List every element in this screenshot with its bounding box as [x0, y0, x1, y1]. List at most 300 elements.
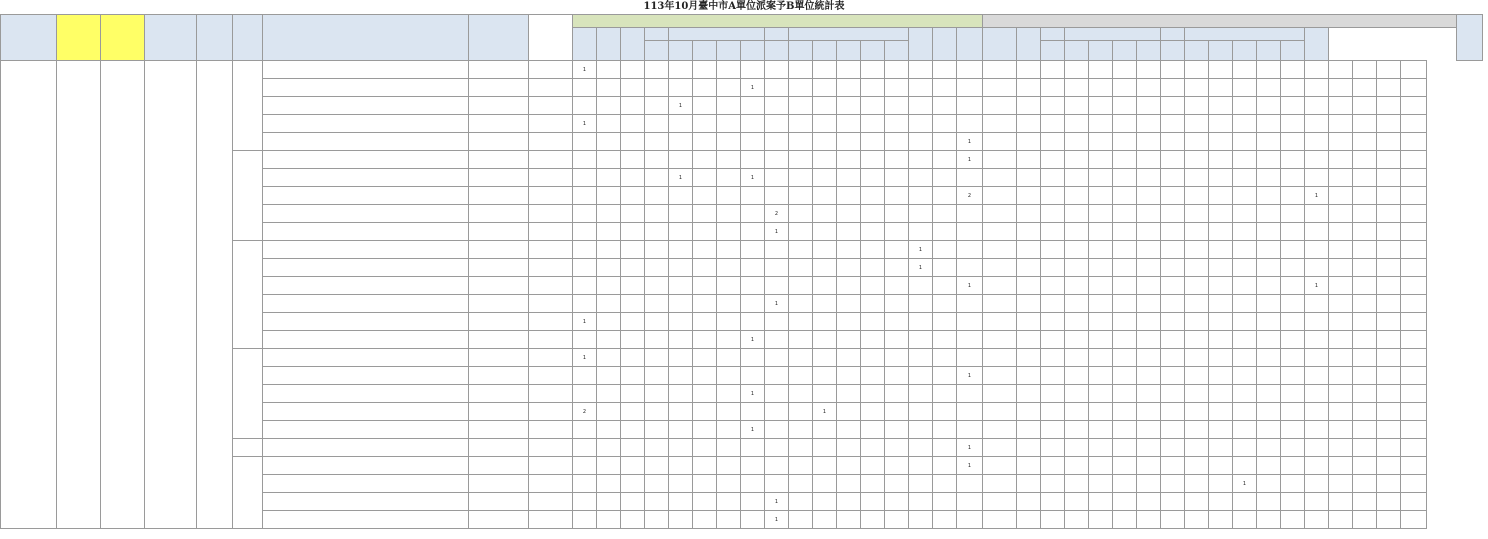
- dispatch-cell[interactable]: [789, 313, 813, 331]
- status-cell[interactable]: [1329, 511, 1353, 529]
- status-cell[interactable]: [1017, 205, 1041, 223]
- status-cell[interactable]: [1305, 97, 1329, 115]
- status-cell[interactable]: [1377, 79, 1401, 97]
- dispatch-cell[interactable]: [813, 367, 837, 385]
- status-cell[interactable]: [1233, 277, 1257, 295]
- dispatch-cell[interactable]: 2: [573, 403, 597, 421]
- status-cell[interactable]: [957, 511, 983, 529]
- status-cell[interactable]: [1233, 331, 1257, 349]
- status-cell[interactable]: [1305, 295, 1329, 313]
- status-cell[interactable]: [1185, 169, 1209, 187]
- status-cell[interactable]: [1041, 331, 1065, 349]
- dispatch-cell[interactable]: [693, 223, 717, 241]
- status-cell[interactable]: [1377, 403, 1401, 421]
- status-cell[interactable]: [1281, 79, 1305, 97]
- dispatch-cell[interactable]: 1: [741, 331, 765, 349]
- dispatch-cell[interactable]: [717, 115, 741, 133]
- status-cell[interactable]: [983, 295, 1017, 313]
- dispatch-cell[interactable]: [573, 79, 597, 97]
- status-cell[interactable]: [1329, 295, 1353, 313]
- dispatch-cell[interactable]: [765, 61, 789, 79]
- status-cell[interactable]: [1017, 61, 1041, 79]
- dispatch-cell[interactable]: [741, 511, 765, 529]
- dispatch-cell[interactable]: [765, 259, 789, 277]
- status-cell[interactable]: [1161, 79, 1185, 97]
- status-cell[interactable]: [1041, 151, 1065, 169]
- dispatch-cell[interactable]: [669, 421, 693, 439]
- status-cell[interactable]: [983, 331, 1017, 349]
- dispatch-cell[interactable]: [693, 115, 717, 133]
- status-cell[interactable]: [1281, 61, 1305, 79]
- dispatch-cell[interactable]: [597, 349, 621, 367]
- dispatch-cell[interactable]: [837, 349, 861, 367]
- dispatch-cell[interactable]: [909, 295, 933, 313]
- dispatch-cell[interactable]: [693, 79, 717, 97]
- dispatch-cell[interactable]: [597, 79, 621, 97]
- dispatch-cell[interactable]: [717, 295, 741, 313]
- dispatch-cell[interactable]: [885, 187, 909, 205]
- dispatch-cell[interactable]: [621, 169, 645, 187]
- status-cell[interactable]: [1281, 205, 1305, 223]
- dispatch-cell[interactable]: [717, 259, 741, 277]
- status-cell[interactable]: [1281, 313, 1305, 331]
- status-cell[interactable]: [983, 115, 1017, 133]
- dispatch-cell[interactable]: [717, 187, 741, 205]
- status-cell[interactable]: [1089, 223, 1113, 241]
- dispatch-cell[interactable]: [669, 475, 693, 493]
- dispatch-cell[interactable]: [909, 385, 933, 403]
- dispatch-cell[interactable]: [765, 241, 789, 259]
- status-cell[interactable]: [1209, 133, 1233, 151]
- status-cell[interactable]: [1401, 277, 1427, 295]
- status-cell[interactable]: [1161, 367, 1185, 385]
- dispatch-cell[interactable]: [573, 493, 597, 511]
- status-cell[interactable]: [1089, 187, 1113, 205]
- dispatch-cell[interactable]: [597, 313, 621, 331]
- status-cell[interactable]: [1257, 421, 1281, 439]
- status-cell[interactable]: [1281, 367, 1305, 385]
- dispatch-cell[interactable]: 1: [573, 61, 597, 79]
- dispatch-cell[interactable]: [861, 241, 885, 259]
- status-cell[interactable]: [1113, 79, 1137, 97]
- status-cell[interactable]: [1017, 241, 1041, 259]
- dispatch-cell[interactable]: [693, 385, 717, 403]
- status-cell[interactable]: [1233, 511, 1257, 529]
- status-cell[interactable]: [1113, 385, 1137, 403]
- status-cell[interactable]: [957, 61, 983, 79]
- dispatch-cell[interactable]: 1: [741, 169, 765, 187]
- status-cell[interactable]: [1065, 79, 1089, 97]
- status-cell[interactable]: [1329, 187, 1353, 205]
- dispatch-cell[interactable]: [573, 223, 597, 241]
- status-cell[interactable]: [1401, 475, 1427, 493]
- status-cell[interactable]: [1113, 295, 1137, 313]
- dispatch-cell[interactable]: [885, 115, 909, 133]
- status-cell[interactable]: [1089, 97, 1113, 115]
- status-cell[interactable]: [1401, 223, 1427, 241]
- status-cell[interactable]: [1185, 79, 1209, 97]
- dispatch-cell[interactable]: [717, 79, 741, 97]
- status-cell[interactable]: [1113, 457, 1137, 475]
- status-cell[interactable]: [1257, 385, 1281, 403]
- status-cell[interactable]: [983, 511, 1017, 529]
- dispatch-cell[interactable]: [621, 115, 645, 133]
- status-cell[interactable]: [1353, 475, 1377, 493]
- status-cell[interactable]: [1353, 295, 1377, 313]
- dispatch-cell[interactable]: [837, 79, 861, 97]
- dispatch-cell[interactable]: [813, 223, 837, 241]
- status-cell[interactable]: [957, 385, 983, 403]
- dispatch-cell[interactable]: [813, 115, 837, 133]
- dispatch-cell[interactable]: [789, 241, 813, 259]
- status-cell[interactable]: [1137, 511, 1161, 529]
- dispatch-cell[interactable]: [837, 115, 861, 133]
- dispatch-cell[interactable]: [597, 223, 621, 241]
- status-cell[interactable]: [1065, 169, 1089, 187]
- status-cell[interactable]: [1089, 511, 1113, 529]
- dispatch-cell[interactable]: [573, 457, 597, 475]
- status-cell[interactable]: 1: [957, 457, 983, 475]
- dispatch-cell[interactable]: [669, 349, 693, 367]
- dispatch-cell[interactable]: [621, 331, 645, 349]
- dispatch-cell[interactable]: [645, 511, 669, 529]
- status-cell[interactable]: 1: [957, 277, 983, 295]
- dispatch-cell[interactable]: [837, 511, 861, 529]
- status-cell[interactable]: [1113, 475, 1137, 493]
- status-cell[interactable]: [1329, 241, 1353, 259]
- dispatch-cell[interactable]: [861, 259, 885, 277]
- status-cell[interactable]: [1305, 385, 1329, 403]
- status-cell[interactable]: [1185, 223, 1209, 241]
- status-cell[interactable]: [1113, 223, 1137, 241]
- dispatch-cell[interactable]: [789, 367, 813, 385]
- dispatch-cell[interactable]: [861, 457, 885, 475]
- status-cell[interactable]: 1: [957, 439, 983, 457]
- dispatch-cell[interactable]: [837, 223, 861, 241]
- dispatch-cell[interactable]: [837, 421, 861, 439]
- dispatch-cell[interactable]: [669, 241, 693, 259]
- status-cell[interactable]: [1377, 367, 1401, 385]
- status-cell[interactable]: [1401, 439, 1427, 457]
- status-cell[interactable]: [1377, 493, 1401, 511]
- dispatch-cell[interactable]: [861, 295, 885, 313]
- status-cell[interactable]: [1089, 151, 1113, 169]
- status-cell[interactable]: [1089, 259, 1113, 277]
- dispatch-cell[interactable]: [813, 385, 837, 403]
- status-cell[interactable]: [1017, 187, 1041, 205]
- dispatch-cell[interactable]: [597, 295, 621, 313]
- dispatch-cell[interactable]: [741, 205, 765, 223]
- status-cell[interactable]: [1161, 205, 1185, 223]
- dispatch-cell[interactable]: [765, 187, 789, 205]
- dispatch-cell[interactable]: [741, 313, 765, 331]
- dispatch-cell[interactable]: [693, 313, 717, 331]
- status-cell[interactable]: [1041, 403, 1065, 421]
- dispatch-cell[interactable]: [741, 115, 765, 133]
- status-cell[interactable]: [1305, 223, 1329, 241]
- status-cell[interactable]: [1257, 259, 1281, 277]
- status-cell[interactable]: [1089, 313, 1113, 331]
- dispatch-cell[interactable]: [597, 331, 621, 349]
- status-cell[interactable]: [1065, 331, 1089, 349]
- status-cell[interactable]: [1041, 133, 1065, 151]
- dispatch-cell[interactable]: [837, 493, 861, 511]
- status-cell[interactable]: [1305, 313, 1329, 331]
- dispatch-cell[interactable]: [837, 403, 861, 421]
- dispatch-cell[interactable]: [645, 241, 669, 259]
- status-cell[interactable]: [1041, 439, 1065, 457]
- status-cell[interactable]: [1401, 115, 1427, 133]
- dispatch-cell[interactable]: [669, 493, 693, 511]
- dispatch-cell[interactable]: [765, 331, 789, 349]
- status-cell[interactable]: [1065, 97, 1089, 115]
- dispatch-cell[interactable]: [597, 439, 621, 457]
- dispatch-cell[interactable]: [693, 187, 717, 205]
- status-cell[interactable]: [1353, 421, 1377, 439]
- status-cell[interactable]: [1233, 493, 1257, 511]
- status-cell[interactable]: [1377, 277, 1401, 295]
- dispatch-cell[interactable]: [861, 367, 885, 385]
- status-cell[interactable]: [1017, 151, 1041, 169]
- status-cell[interactable]: [1209, 79, 1233, 97]
- status-cell[interactable]: [1329, 259, 1353, 277]
- dispatch-cell[interactable]: [789, 133, 813, 151]
- dispatch-cell[interactable]: 1: [765, 223, 789, 241]
- status-cell[interactable]: [1017, 421, 1041, 439]
- dispatch-cell[interactable]: [645, 457, 669, 475]
- dispatch-cell[interactable]: 1: [741, 79, 765, 97]
- status-cell[interactable]: [1209, 115, 1233, 133]
- dispatch-cell[interactable]: [693, 331, 717, 349]
- status-cell[interactable]: [1137, 223, 1161, 241]
- status-cell[interactable]: [1089, 475, 1113, 493]
- status-cell[interactable]: [1185, 385, 1209, 403]
- status-cell[interactable]: [1161, 223, 1185, 241]
- status-cell[interactable]: [1089, 205, 1113, 223]
- dispatch-cell[interactable]: [765, 421, 789, 439]
- status-cell[interactable]: [1185, 241, 1209, 259]
- status-cell[interactable]: [983, 223, 1017, 241]
- dispatch-cell[interactable]: [669, 259, 693, 277]
- dispatch-cell[interactable]: [837, 187, 861, 205]
- status-cell[interactable]: [957, 223, 983, 241]
- dispatch-cell[interactable]: [813, 277, 837, 295]
- status-cell[interactable]: [1137, 349, 1161, 367]
- dispatch-cell[interactable]: [813, 421, 837, 439]
- dispatch-cell[interactable]: [765, 439, 789, 457]
- dispatch-cell[interactable]: [717, 133, 741, 151]
- status-cell[interactable]: [1377, 259, 1401, 277]
- status-cell[interactable]: [1257, 295, 1281, 313]
- dispatch-cell[interactable]: [885, 511, 909, 529]
- status-cell[interactable]: [1377, 205, 1401, 223]
- dispatch-cell[interactable]: [645, 277, 669, 295]
- dispatch-cell[interactable]: [765, 367, 789, 385]
- status-cell[interactable]: [1041, 61, 1065, 79]
- status-cell[interactable]: [1329, 79, 1353, 97]
- dispatch-cell[interactable]: [789, 79, 813, 97]
- status-cell[interactable]: [1233, 367, 1257, 385]
- status-cell[interactable]: [1209, 295, 1233, 313]
- dispatch-cell[interactable]: [861, 133, 885, 151]
- dispatch-cell[interactable]: 2: [765, 205, 789, 223]
- dispatch-cell[interactable]: [693, 475, 717, 493]
- dispatch-cell[interactable]: [741, 457, 765, 475]
- status-cell[interactable]: [1377, 61, 1401, 79]
- status-cell[interactable]: [1185, 403, 1209, 421]
- status-cell[interactable]: [1041, 223, 1065, 241]
- status-cell[interactable]: [983, 133, 1017, 151]
- status-cell[interactable]: [1041, 493, 1065, 511]
- status-cell[interactable]: [1017, 349, 1041, 367]
- dispatch-cell[interactable]: [621, 151, 645, 169]
- status-cell[interactable]: [1017, 115, 1041, 133]
- dispatch-cell[interactable]: [909, 511, 933, 529]
- dispatch-cell[interactable]: [573, 205, 597, 223]
- status-cell[interactable]: [1161, 295, 1185, 313]
- status-cell[interactable]: [1329, 367, 1353, 385]
- status-cell[interactable]: [1401, 241, 1427, 259]
- dispatch-cell[interactable]: [909, 79, 933, 97]
- dispatch-cell[interactable]: [597, 169, 621, 187]
- dispatch-cell[interactable]: [813, 187, 837, 205]
- status-cell[interactable]: [1353, 403, 1377, 421]
- status-cell[interactable]: [1185, 475, 1209, 493]
- status-cell[interactable]: [1161, 241, 1185, 259]
- status-cell[interactable]: [1137, 313, 1161, 331]
- dispatch-cell[interactable]: [789, 277, 813, 295]
- status-cell[interactable]: [1185, 331, 1209, 349]
- dispatch-cell[interactable]: 1: [909, 241, 933, 259]
- status-cell[interactable]: [1233, 205, 1257, 223]
- status-cell[interactable]: [1257, 241, 1281, 259]
- status-cell[interactable]: [1089, 439, 1113, 457]
- dispatch-cell[interactable]: [741, 259, 765, 277]
- status-cell[interactable]: [957, 421, 983, 439]
- status-cell[interactable]: [957, 493, 983, 511]
- status-cell[interactable]: [1377, 223, 1401, 241]
- status-cell[interactable]: [1209, 331, 1233, 349]
- status-cell[interactable]: [1137, 277, 1161, 295]
- dispatch-cell[interactable]: [597, 187, 621, 205]
- dispatch-cell[interactable]: [789, 457, 813, 475]
- status-cell[interactable]: [1041, 475, 1065, 493]
- status-cell[interactable]: 1: [957, 367, 983, 385]
- dispatch-cell[interactable]: [861, 421, 885, 439]
- status-cell[interactable]: [1185, 97, 1209, 115]
- dispatch-cell[interactable]: [621, 493, 645, 511]
- status-cell[interactable]: [1137, 259, 1161, 277]
- dispatch-cell[interactable]: [645, 151, 669, 169]
- dispatch-cell[interactable]: [693, 259, 717, 277]
- status-cell[interactable]: [1281, 385, 1305, 403]
- status-cell[interactable]: [1257, 61, 1281, 79]
- status-cell[interactable]: [1065, 439, 1089, 457]
- status-cell[interactable]: [1377, 421, 1401, 439]
- status-cell[interactable]: [1233, 295, 1257, 313]
- dispatch-cell[interactable]: 1: [573, 349, 597, 367]
- status-cell[interactable]: [1041, 421, 1065, 439]
- dispatch-cell[interactable]: [741, 367, 765, 385]
- status-cell[interactable]: [1401, 133, 1427, 151]
- status-cell[interactable]: [1041, 187, 1065, 205]
- status-cell[interactable]: [1185, 187, 1209, 205]
- dispatch-cell[interactable]: [597, 151, 621, 169]
- dispatch-cell[interactable]: [813, 241, 837, 259]
- status-cell[interactable]: [1377, 151, 1401, 169]
- dispatch-cell[interactable]: [861, 493, 885, 511]
- dispatch-cell[interactable]: [717, 385, 741, 403]
- dispatch-cell[interactable]: [837, 241, 861, 259]
- dispatch-cell[interactable]: [717, 223, 741, 241]
- dispatch-cell[interactable]: [837, 439, 861, 457]
- status-cell[interactable]: [1065, 511, 1089, 529]
- dispatch-cell[interactable]: [765, 385, 789, 403]
- status-cell[interactable]: [1257, 133, 1281, 151]
- status-cell[interactable]: [983, 403, 1017, 421]
- status-cell[interactable]: [1017, 367, 1041, 385]
- status-cell[interactable]: [983, 457, 1017, 475]
- status-cell[interactable]: [1257, 493, 1281, 511]
- status-cell[interactable]: [1281, 349, 1305, 367]
- status-cell[interactable]: [983, 151, 1017, 169]
- status-cell[interactable]: [1065, 151, 1089, 169]
- dispatch-cell[interactable]: [741, 349, 765, 367]
- dispatch-cell[interactable]: [573, 277, 597, 295]
- status-cell[interactable]: [1041, 97, 1065, 115]
- status-cell[interactable]: [1233, 385, 1257, 403]
- dispatch-cell[interactable]: [669, 79, 693, 97]
- status-cell[interactable]: [1257, 169, 1281, 187]
- status-cell[interactable]: [1377, 169, 1401, 187]
- status-cell[interactable]: [1065, 349, 1089, 367]
- status-cell[interactable]: [1137, 97, 1161, 115]
- dispatch-cell[interactable]: [789, 385, 813, 403]
- status-cell[interactable]: [983, 79, 1017, 97]
- dispatch-cell[interactable]: [669, 367, 693, 385]
- status-cell[interactable]: [1305, 439, 1329, 457]
- dispatch-cell[interactable]: [789, 169, 813, 187]
- dispatch-cell[interactable]: [813, 457, 837, 475]
- dispatch-cell[interactable]: [861, 97, 885, 115]
- status-cell[interactable]: [1401, 349, 1427, 367]
- dispatch-cell[interactable]: [909, 115, 933, 133]
- dispatch-cell[interactable]: [861, 151, 885, 169]
- status-cell[interactable]: [1161, 169, 1185, 187]
- dispatch-cell[interactable]: 1: [741, 421, 765, 439]
- status-cell[interactable]: [1305, 475, 1329, 493]
- status-cell[interactable]: [1089, 403, 1113, 421]
- dispatch-cell[interactable]: [621, 511, 645, 529]
- dispatch-cell[interactable]: [885, 439, 909, 457]
- status-cell[interactable]: [1089, 79, 1113, 97]
- status-cell[interactable]: [1017, 79, 1041, 97]
- dispatch-cell[interactable]: [717, 331, 741, 349]
- dispatch-cell[interactable]: [741, 403, 765, 421]
- status-cell[interactable]: [1065, 259, 1089, 277]
- status-cell[interactable]: [1401, 187, 1427, 205]
- dispatch-cell[interactable]: [765, 475, 789, 493]
- dispatch-cell[interactable]: [597, 367, 621, 385]
- dispatch-cell[interactable]: [621, 79, 645, 97]
- dispatch-cell[interactable]: [621, 277, 645, 295]
- status-cell[interactable]: [1353, 331, 1377, 349]
- status-cell[interactable]: [1281, 187, 1305, 205]
- dispatch-cell[interactable]: 1: [765, 511, 789, 529]
- dispatch-cell[interactable]: [573, 511, 597, 529]
- status-cell[interactable]: [1233, 187, 1257, 205]
- dispatch-cell[interactable]: [885, 421, 909, 439]
